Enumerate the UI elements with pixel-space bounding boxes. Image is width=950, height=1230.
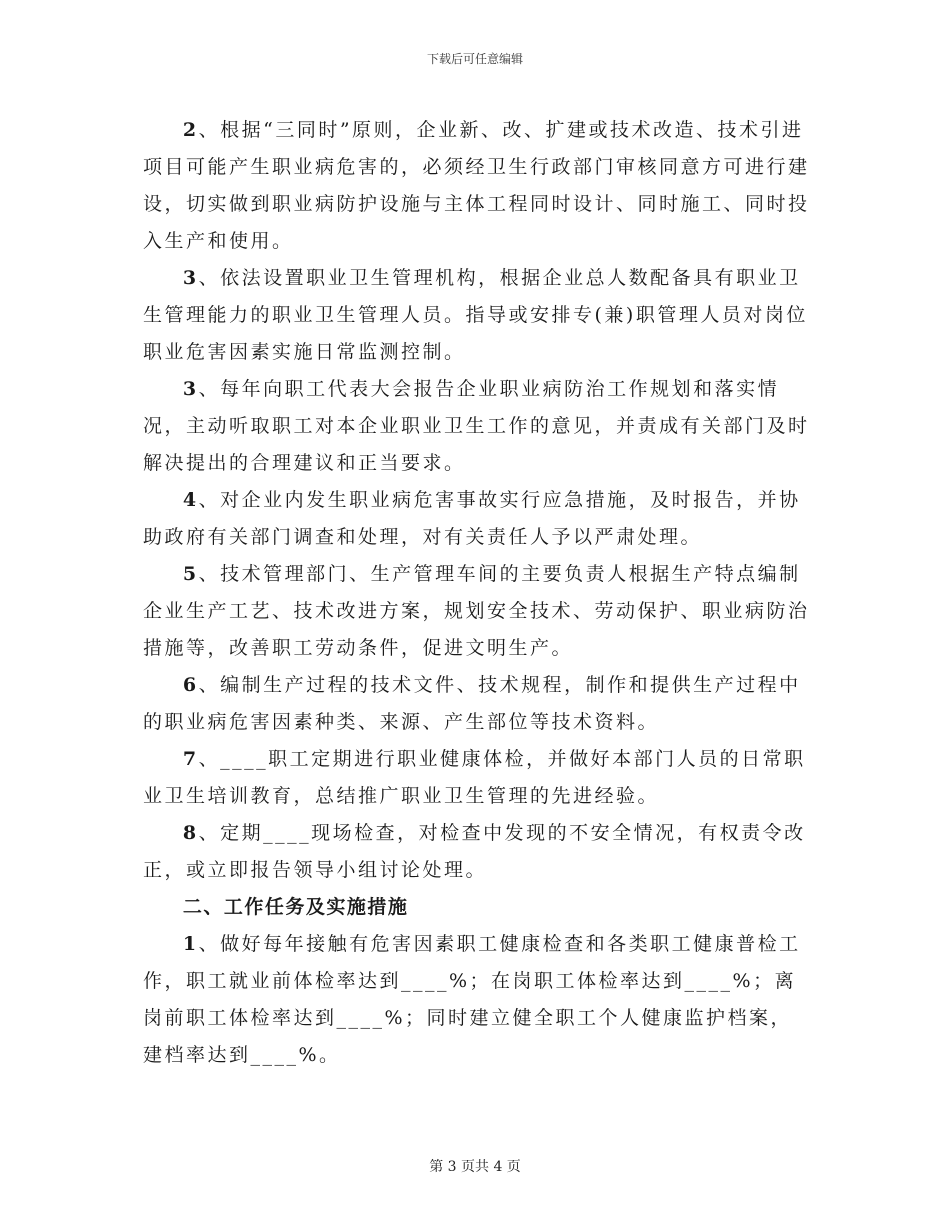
task-1 — [143, 926, 811, 1074]
clause-number: 1 — [182, 933, 199, 955]
clause-text: 、做好每年接触有危害因素职工健康检查和各类职工健康普检工作，职工就业前体检率达到____%；在岗职工体检率达到____%；离岗前职工体检率达到____%；同时建立健全职工个人健康监护档案，建档率达到____%。 — [143, 933, 801, 1066]
clause-number: 6 — [182, 674, 199, 696]
document-body — [143, 112, 811, 1074]
clause-text: 、每年向职工代表大会报告企业职业病防治工作规划和落实情况，主动听取职工对本企业职业卫生工作的意见，并责成有关部门及时解决提出的合理建议和正当要求。 — [143, 378, 810, 474]
clause-number: 3 — [182, 267, 199, 289]
clause-5 — [143, 556, 811, 667]
page-header: 下载后可任意编辑 — [426, 52, 523, 66]
clause-4 — [143, 482, 811, 556]
clause-number: 7 — [182, 748, 199, 770]
clause-number: 2 — [182, 119, 199, 141]
clause-number: 8 — [182, 822, 199, 844]
clause-2 — [143, 112, 811, 260]
clause-7 — [143, 741, 811, 815]
clause-8 — [143, 815, 811, 889]
clause-text: 、定期____现场检查，对检查中发现的不安全情况，有权责令改正，或立即报告领导小组讨论处理。 — [143, 822, 806, 881]
clause-text: 、____职工定期进行职业健康体检，并做好本部门人员的日常职业卫生培训教育，总结推广职业卫生管理的先进经验。 — [143, 748, 806, 807]
clause-3b — [143, 371, 811, 482]
page-footer: 第 3 页共 4 页 — [429, 1159, 521, 1175]
clause-text: 、编制生产过程的技术文件、技术规程，制作和提供生产过程中的职业病危害因素种类、来源、产生部位等技术资料。 — [143, 674, 801, 733]
clause-number: 4 — [182, 489, 199, 511]
clause-3a — [143, 260, 811, 371]
clause-text: 、依法设置职业卫生管理机构，根据企业总人数配备具有职业卫生管理能力的职业卫生管理人员。指导或安排专(兼)职管理人员对岗位职业危害因素实施日常监测控制。 — [143, 267, 808, 363]
clause-text: 、对企业内发生职业病危害事故实行应急措施，及时报告，并协助政府有关部门调查和处理，对有关责任人予以严肃处理。 — [143, 489, 801, 548]
clause-number: 3 — [182, 378, 199, 400]
clause-number: 5 — [182, 563, 199, 585]
clause-text: 、技术管理部门、生产管理车间的主要负责人根据生产特点编制企业生产工艺、技术改进方案，规划安全技术、劳动保护、职业病防治措施等，改善职工劳动条件，促进文明生产。 — [143, 563, 810, 659]
clause-6 — [143, 667, 811, 741]
clause-text: 、根据“三同时”原则，企业新、改、扩建或技术改造、技术引进项目可能产生职业病危害的，必须经卫生行政部门审核同意方可进行建设，切实做到职业病防护设施与主体工程同时设计、同时施工、同时投入生产和使用。 — [143, 119, 810, 252]
section-heading: 二、工作任务及实施措施 — [182, 896, 409, 918]
